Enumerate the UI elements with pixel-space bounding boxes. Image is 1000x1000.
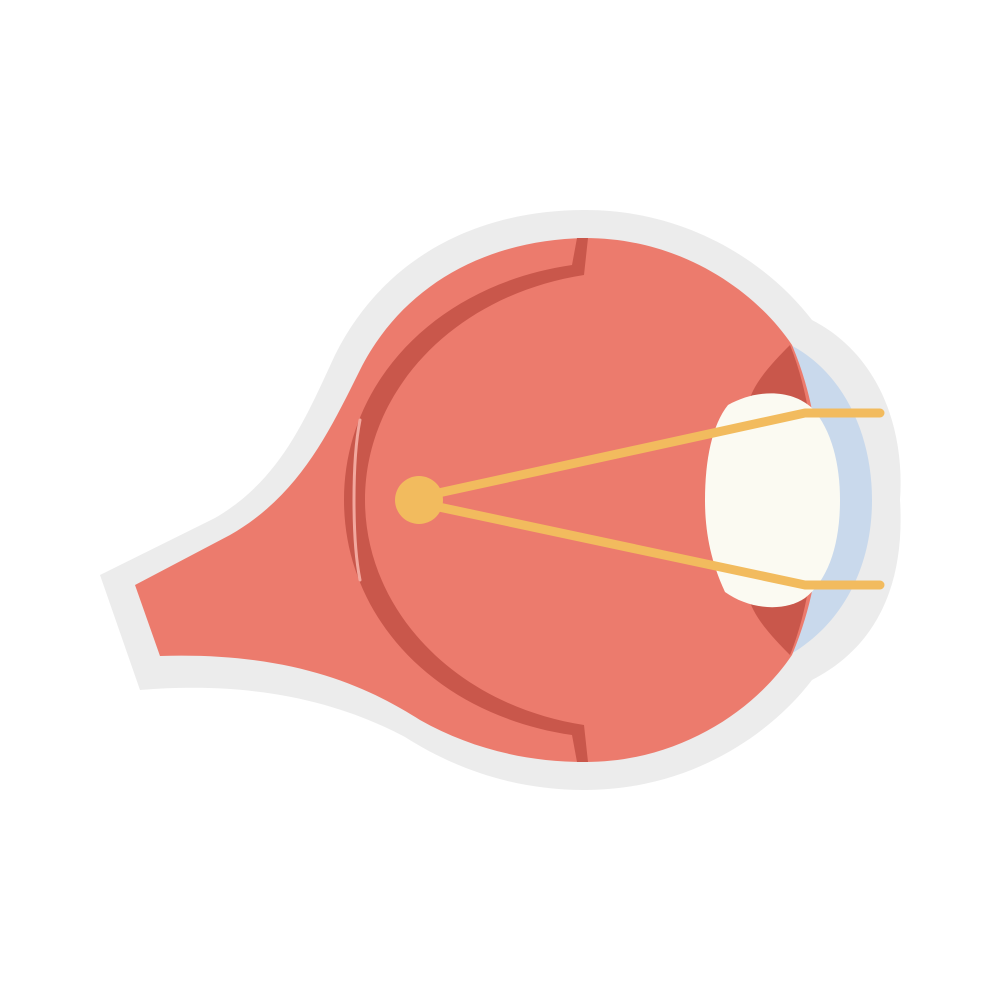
focal-point (395, 476, 443, 524)
